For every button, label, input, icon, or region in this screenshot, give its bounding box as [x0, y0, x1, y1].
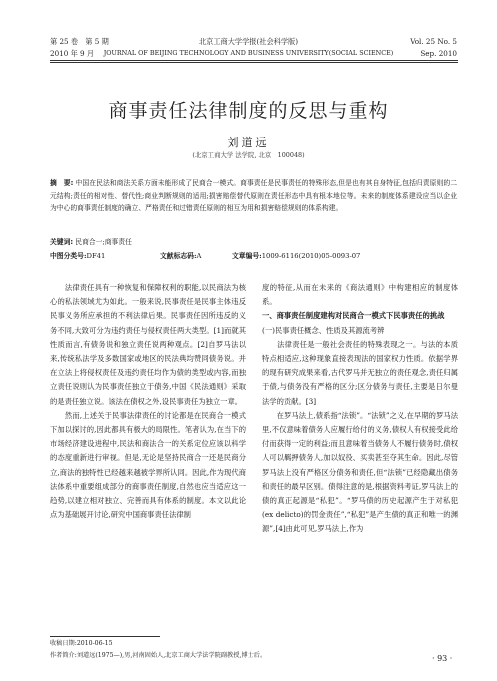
- header-rule-bottom: [50, 62, 458, 63]
- header-rule-top: [50, 60, 458, 61]
- abstract-label: 摘 要:: [50, 179, 74, 187]
- keywords-text: 民商合一;商事责任: [75, 238, 132, 246]
- journal-title-cn: 北京工商大学学报(社会科学版): [198, 37, 299, 46]
- clc-number: [50, 251, 105, 262]
- body-paragraph: 法律责任是一般社会责任的特殊表现之一。与法的本质特点相适应,这种现象直接表现法的国家权力性质。依据学界的现有研究成果来看,古代罗马并无独立的责任观念,责任归属于债,与债务没有严格的区分;区分债务与责任,主要是日尔曼法学的贡献。[3]: [262, 339, 458, 406]
- subsection-heading: (一)民事责任概念、性质及其源流考辨: [262, 325, 385, 335]
- page-number: · 93 ·: [432, 654, 453, 663]
- body-left-column: [50, 281, 246, 522]
- keywords: [50, 237, 457, 248]
- doc-code-value: A: [196, 252, 202, 260]
- clc-value: DF41: [86, 252, 106, 260]
- document-code: [160, 251, 201, 262]
- clc-label: 中图分类号:: [50, 252, 87, 260]
- body-paragraph: 度的特征,从而在未来的《商法通则》中构建相应的制度体系。: [262, 283, 458, 307]
- journal-title-en: JOURNAL OF BEIJING TECHNOLOGY AND BUSINESS UNIVERSITY(SOCIAL SCIENCE): [103, 49, 394, 57]
- received-date: 收稿日期:2010-06-15: [50, 640, 113, 647]
- author-name: 刘道远: [227, 136, 270, 149]
- issue-date-cn: 2010 年 9 月: [50, 49, 95, 58]
- keywords-label: 关键词:: [50, 238, 74, 246]
- article-no-label: 文章编号:: [232, 252, 262, 260]
- article-no-value: 1009-6116(2010)05-0093-07: [261, 252, 361, 260]
- doc-code-label: 文献标志码:: [160, 252, 197, 260]
- author-bio: 作者简介:刘道远(1975—),男,河南固始人,北京工商大学法学院副教授,博士后。: [50, 652, 267, 659]
- body-paragraph: 然而,上述关于民事法律责任的讨论都是在民商合一模式下加以探讨的,因此都具有极大的局限性。笔者认为,在当下的市场经济建设进程中,民法和商法合一的关系定位应该以科学的态度重新进行审视。但是,无论是坚持民商合一还是民商分立,商法的独特性已经越来越被学界所认同。因此,作为现代商法体系中重要组成部分的商事责任制度,自然也应当适应这一趋势,以建立相对独立、完善而具有体系的制度。本文以此论点为基础展开讨论,研究中国商事责任法律制: [50, 410, 246, 520]
- author-affiliation: (北京工商大学 法学院, 北京 100048): [192, 151, 305, 159]
- volume-issue-en: Vol. 25 No. 5: [410, 37, 457, 46]
- body-paragraph: 在罗马法上,债系指“法锁”。“法锁”之义,在早期的罗马法里,不仅意味着债务人应履行给付的义务,债权人有权接受此给付而获得一定的利益;而且意味着当债务人不履行债务时,债权人可以羁押债务人,加以奴役、买卖甚至夺其生命。因此,尽管罗马法上没有严格区分债务和责任,但“法锁”已经隐藏出债务和责任的最早区别。债得注意的是,根据资料考证,罗马法上的债的真正起源是“私犯”。“罗马债的历史起源产生于对私犯(ex delicto)的罚金责任”,“私犯”是产生债的真正和唯一的渊源”,[4]由此可见,罗马法上,作为: [262, 410, 458, 534]
- volume-issue-cn: 第 25 卷 第 5 期: [50, 37, 109, 46]
- issue-date-en: Sep. 2010: [420, 49, 457, 58]
- section-heading: 一、商事责任制度建构对民商合一模式下民事责任的挑战: [262, 311, 445, 321]
- article-number: [232, 251, 360, 262]
- body-paragraph: 法律责任具有一种恢复和保障权利的职能,以民商法为核心的私法领域尤为如此。一般来说,民事责任是民事主体违反民事义务所应承担的不利法律后果。民事责任因所违反的义务不同,大致可分为违约责任与侵权责任两大类型。[1]而就其性质而言,有债务说和独立责任说两种观点。[2]自罗马法以来,传统私法学及多数国家或地区的民法典均赞同债务说。并在立法上将侵权责任及违约责任均作为债的类型或内容,而独立责任说则认为民事责任独立于债务,中国《民法通则》采取的是责任独立说。该法在债权之外,设民事责任为独立一章。: [50, 283, 246, 406]
- article-title: 商事责任法律制度的反思与重构: [108, 100, 389, 122]
- body-right-column: [262, 281, 458, 537]
- footnote-rule: [50, 636, 160, 637]
- abstract-text: 中国在民法和商法关系方面未能形成了民商合一模式。商事责任是民事责任的特殊形态,但是也有其自身特征,包括归责原则的二元结构;责任的相对性、替代性;商业判断规则的适用;损害赔偿替代原则在责任形态中具有根本地位等。未来的制度体系建设应当以企业为中心的商事责任制度的确立、严格责任和过错责任原则的相互为用和损害赔偿规则的体系构建。: [50, 179, 458, 213]
- abstract: [50, 177, 457, 215]
